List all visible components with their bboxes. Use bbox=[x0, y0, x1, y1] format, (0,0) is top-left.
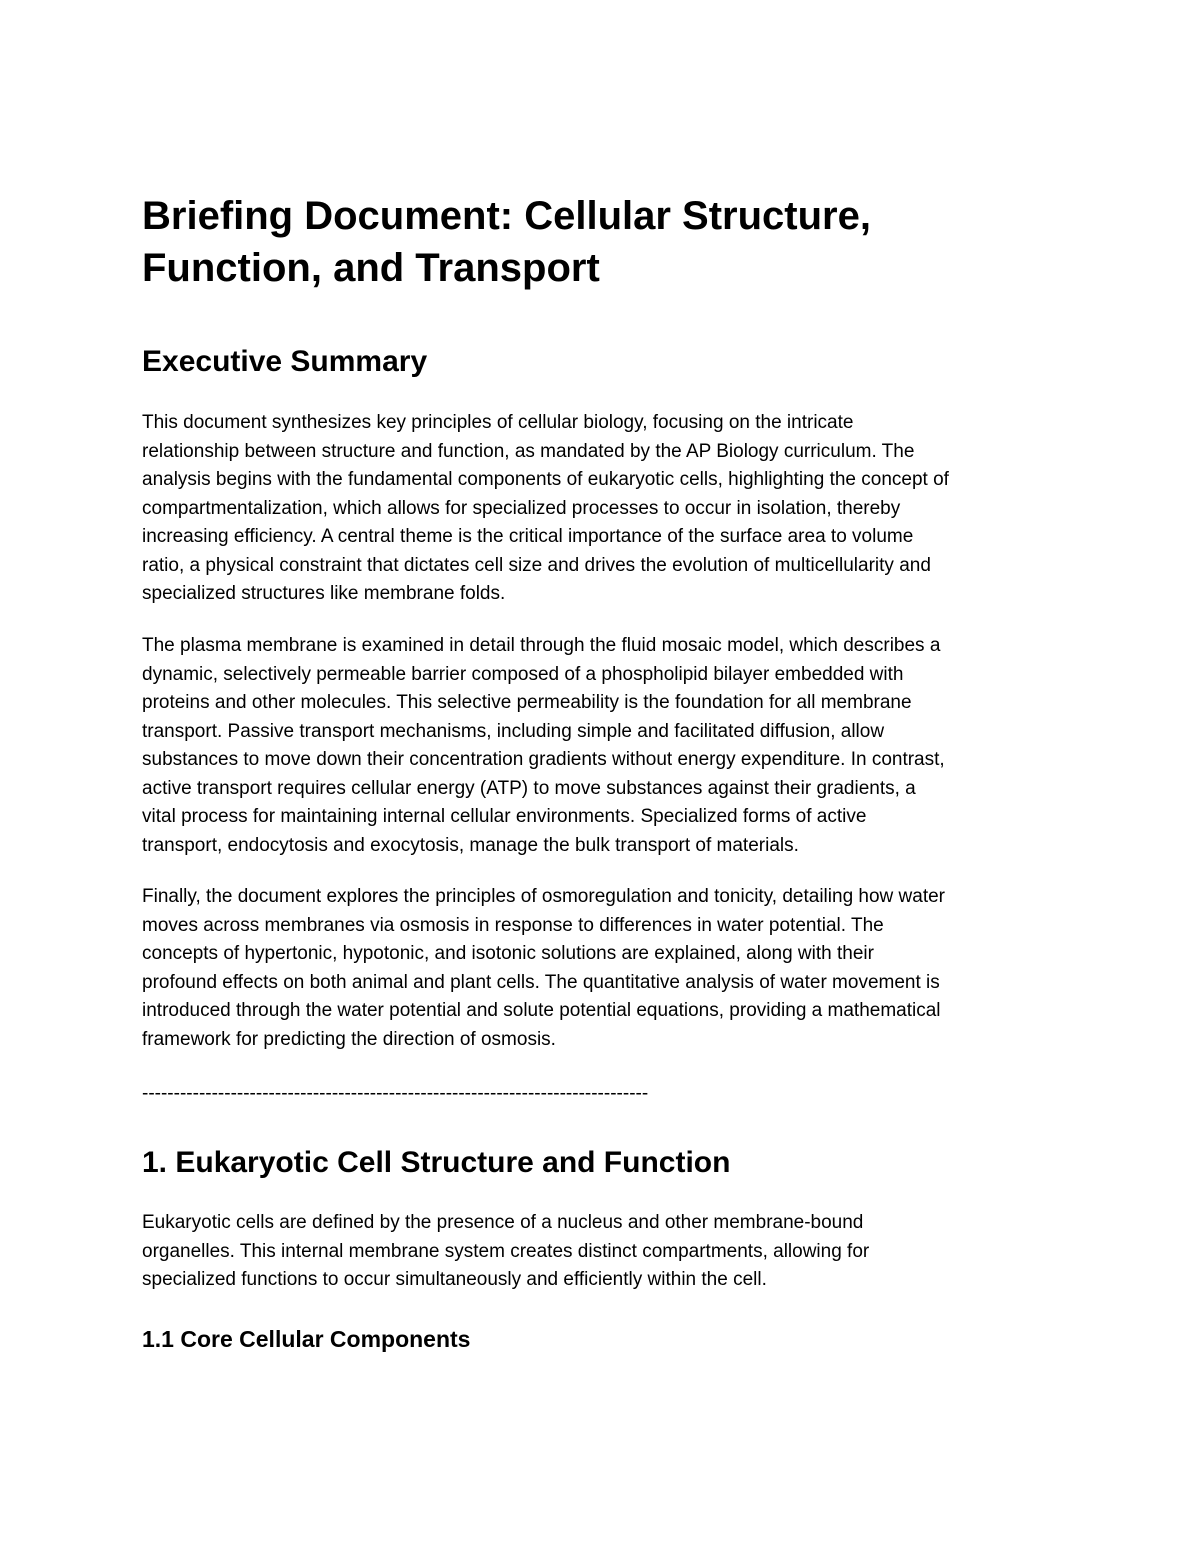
text-line: The plasma membrane is examined in detail through the fluid mosaic model, which describes a bbox=[142, 635, 941, 656]
section-1-paragraph bbox=[142, 1209, 869, 1295]
executive-summary-heading: Executive Summary bbox=[142, 345, 428, 378]
summary-paragraph-2 bbox=[142, 632, 945, 860]
text-line: proteins and other molecules. This selective permeability is the foundation for all membrane bbox=[142, 692, 912, 713]
summary-paragraph-1 bbox=[142, 409, 949, 609]
text-line: Finally, the document explores the principles of osmoregulation and tonicity, detailing how water bbox=[142, 886, 946, 907]
text-line: organelles. This internal membrane system creates distinct compartments, allowing for bbox=[142, 1240, 870, 1262]
section-divider: -------------------------------------------------------------------------------- bbox=[142, 1083, 649, 1104]
title-line: Function, and Transport bbox=[142, 246, 600, 290]
text-line: dynamic, selectively permeable barrier composed of a phospholipid bilayer embedded with bbox=[142, 663, 904, 685]
text-line: transport. Passive transport mechanisms, including simple and facilitated diffusion, allow bbox=[142, 720, 885, 742]
text-line: Eukaryotic cells are defined by the presence of a nucleus and other membrane-bound bbox=[142, 1212, 864, 1233]
text-line: active transport requires cellular energy (ATP) to move substances against their gradients, a bbox=[142, 777, 916, 799]
text-line: framework for predicting the direction of osmosis. bbox=[142, 1028, 556, 1050]
text-line: substances to move down their concentration gradients without energy expenditure. In contrast, bbox=[142, 749, 945, 770]
section-1-heading: 1. Eukaryotic Cell Structure and Function bbox=[142, 1146, 731, 1179]
text-line: concepts of hypertonic, hypotonic, and isotonic solutions are explained, along with their bbox=[142, 943, 874, 964]
subsection-1-1-heading: 1.1 Core Cellular Components bbox=[142, 1326, 471, 1352]
text-line: specialized functions to occur simultaneously and efficiently within the cell. bbox=[142, 1269, 767, 1290]
document-title bbox=[142, 190, 1062, 294]
text-line: increasing efficiency. A central theme is the critical importance of the surface area to volume bbox=[142, 526, 914, 547]
text-line: transport, endocytosis and exocytosis, manage the bulk transport of materials. bbox=[142, 834, 799, 856]
text-line: specialized structures like membrane folds. bbox=[142, 583, 506, 604]
text-line: relationship between structure and function, as mandated by the AP Biology curriculum. The bbox=[142, 440, 915, 462]
text-line: vital process for maintaining internal cellular environments. Specialized forms of active bbox=[142, 806, 867, 827]
title-line: Briefing Document: Cellular Structure, bbox=[142, 194, 871, 238]
text-line: ratio, a physical constraint that dictates cell size and drives the evolution of multicellularity and bbox=[142, 554, 931, 576]
summary-paragraph-3 bbox=[142, 883, 945, 1054]
text-line: moves across membranes via osmosis in response to differences in water potential. The bbox=[142, 914, 884, 936]
text-line: introduced through the water potential and solute potential equations, providing a mathematical bbox=[142, 1000, 941, 1021]
text-line: compartmentalization, which allows for specialized processes to occur in isolation, thereby bbox=[142, 497, 901, 519]
text-line: This document synthesizes key principles of cellular biology, focusing on the intricate bbox=[142, 412, 854, 433]
text-line: analysis begins with the fundamental components of eukaryotic cells, highlighting the concept of bbox=[142, 469, 949, 490]
text-line: profound effects on both animal and plant cells. The quantitative analysis of water movement is bbox=[142, 971, 940, 993]
